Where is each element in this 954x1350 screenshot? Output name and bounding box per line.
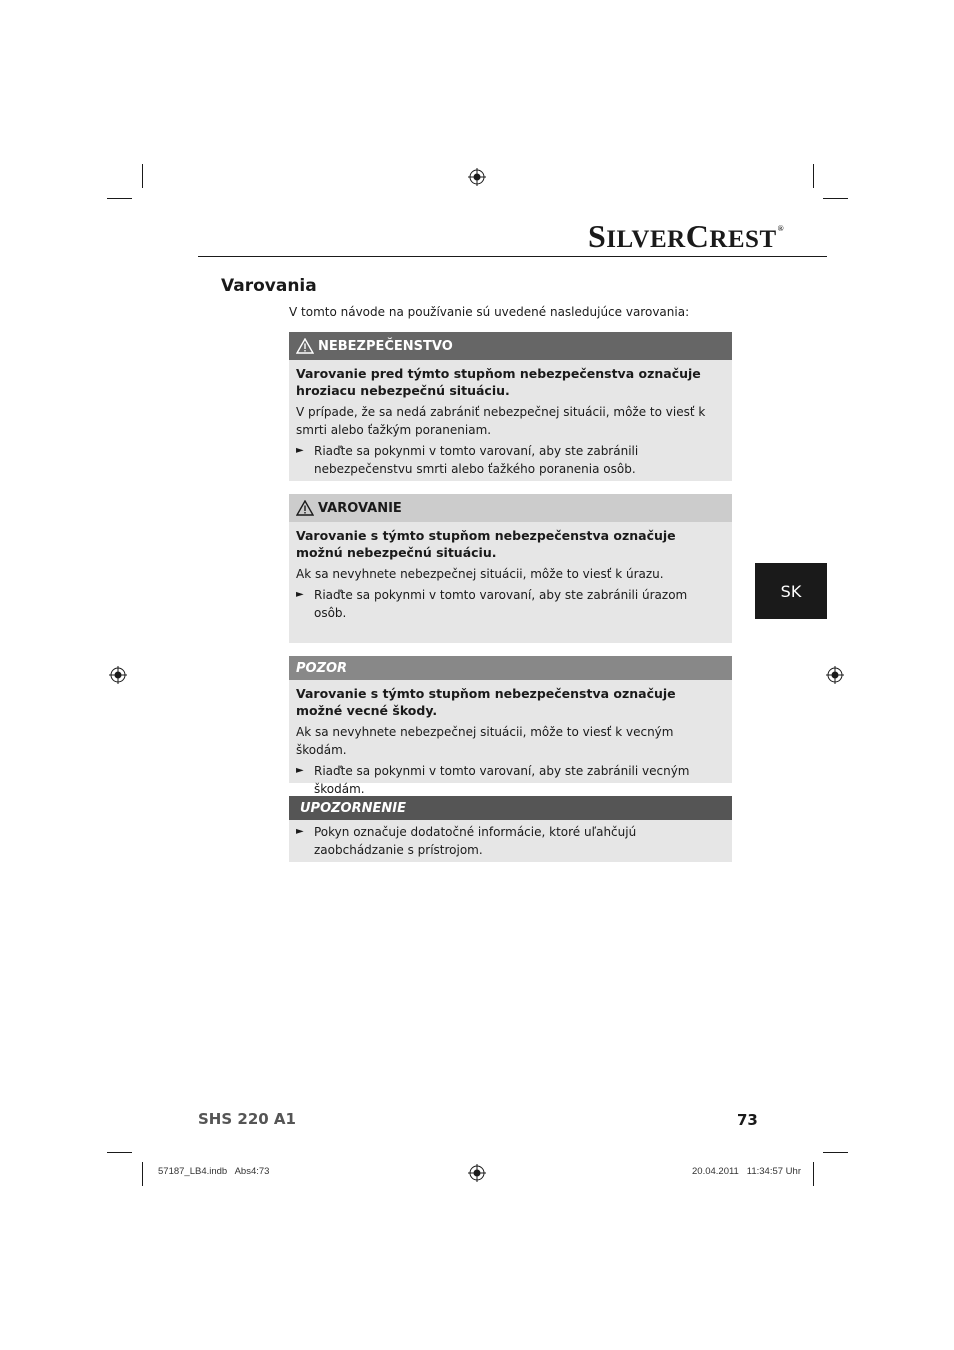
crop-mark [823,1152,848,1153]
registration-mark-icon [468,1164,486,1182]
crop-mark [142,164,143,188]
brand-logo: SILVERCREST® [588,218,785,254]
arrow-right-icon: ► [296,445,304,456]
crop-mark [107,1152,132,1153]
model-number: SHS 220 A1 [198,1110,296,1128]
caution-header [289,656,732,680]
registration-mark-icon [468,168,486,186]
crop-mark [813,164,814,188]
slug-right: 20.04.2011 11:34:57 Uhr [692,1166,801,1177]
warning-header [289,494,732,522]
caution-bullet: Riaďte sa pokynmi v tomto varovaní, aby ste zabránili vecným škodám. [314,764,690,796]
crop-mark [813,1162,814,1186]
intro-text: V tomto návode na používanie sú uvedené nasledujúce varovania: [289,305,690,319]
caution-text: Ak sa nevyhnete nebezpečnej situácii, môže to viesť k vecným škodám. [296,725,674,757]
list-item [296,823,720,859]
warning-strong: Varovanie s týmto stupňom nebezpečenstva označuje možnú nebezpečnú situáciu. [296,528,676,560]
caution-strong: Varovanie s týmto stupňom nebezpečenstva označuje možné vecné škody. [296,686,676,718]
warning-triangle-icon [296,338,314,354]
crop-mark [107,198,132,199]
page-number: 73 [737,1111,758,1129]
crop-mark [823,198,848,199]
section-title: Varovania [221,276,317,296]
note-header [289,796,732,820]
header-rule [198,256,827,257]
danger-label: NEBEZPEČENSTVO [318,338,453,354]
note-label: UPOZORNENIE [300,800,406,816]
warning-text: Ak sa nevyhnete nebezpečnej situácii, môže to viesť k úrazu. [296,567,664,581]
arrow-right-icon: ► [296,826,304,837]
registration-mark-icon [826,666,844,684]
arrow-right-icon: ► [296,589,304,600]
caution-box [289,656,732,796]
registration-mark-icon [109,666,127,684]
danger-text: V prípade, že sa nedá zabrániť nebezpečnej situácii, môže to viesť k smrti alebo ťažkým poraneniam. [296,405,706,437]
danger-box [289,332,732,481]
note-box [289,796,732,862]
warning-label: VAROVANIE [318,500,402,516]
language-tab: SK [755,563,827,619]
warning-bullet: Riaďte sa pokynmi v tomto varovaní, aby ste zabránili úrazom osôb. [314,588,688,620]
warning-box [289,494,732,643]
caution-label: POZOR [296,660,348,676]
warning-triangle-icon [296,500,314,516]
list-item [296,762,720,798]
danger-strong: Varovanie pred týmto stupňom nebezpečenstva označuje hroziacu nebezpečnú situáciu. [296,366,701,398]
list-item [296,586,720,622]
arrow-right-icon: ► [296,765,304,776]
danger-bullet: Riaďte sa pokynmi v tomto varovaní, aby ste zabránili nebezpečenstvu smrti alebo ťažkého poranenia osôb. [314,444,639,476]
danger-header [289,332,732,360]
note-bullet: Pokyn označuje dodatočné informácie, ktoré uľahčujú zaobchádzanie s prístrojom. [314,825,637,857]
slug-left: 57187_LB4.indb Abs4:73 [158,1166,270,1177]
list-item [296,442,720,478]
crop-mark [142,1162,143,1186]
